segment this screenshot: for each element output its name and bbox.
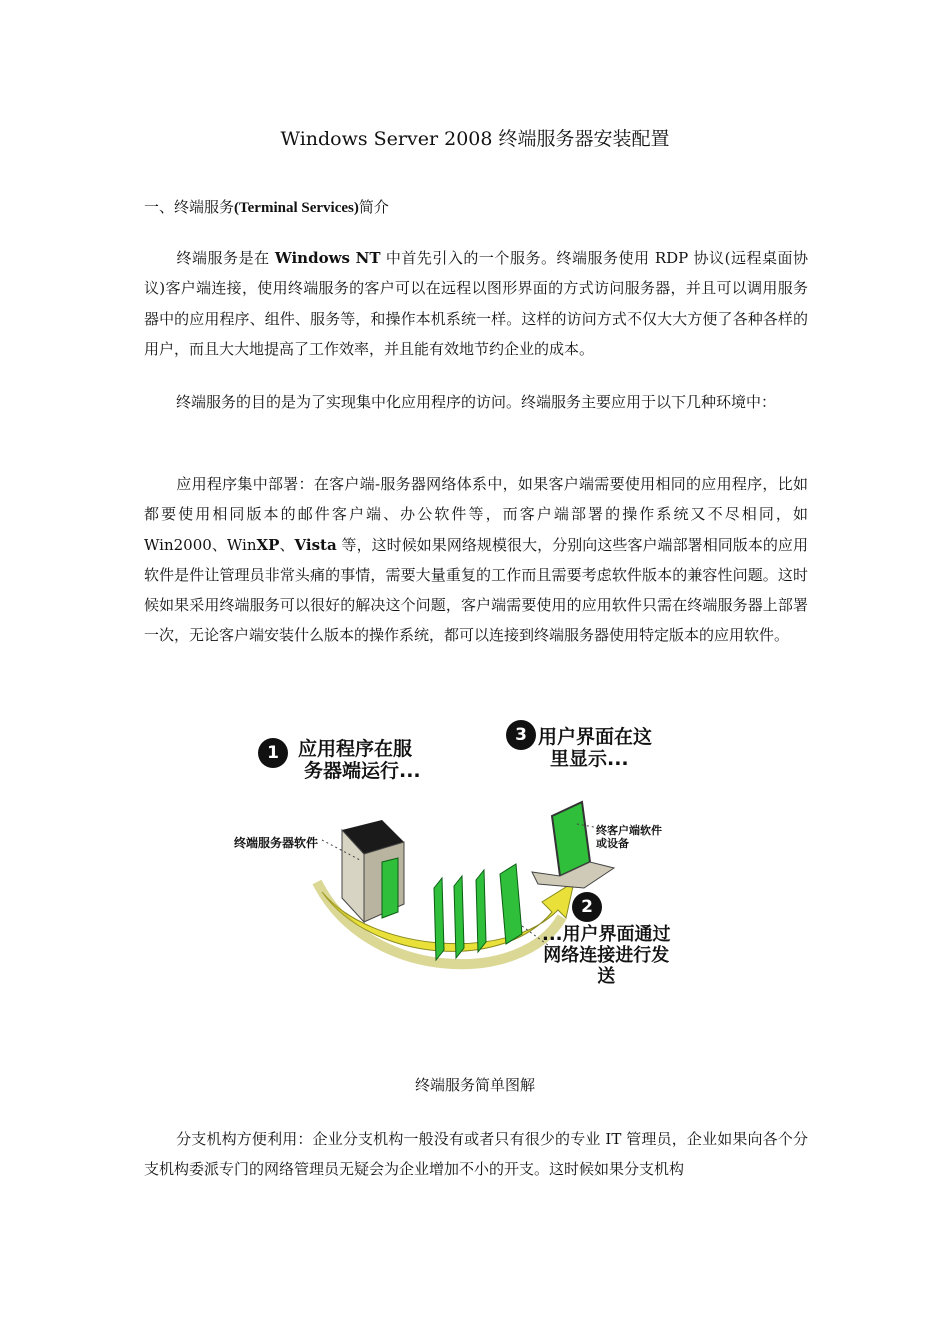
figure-caption: 终端服务简单图解 <box>414 1076 535 1094</box>
step-3-line-1: 用户界面在这 <box>538 726 653 748</box>
p3-bold-vista: Vista <box>294 535 337 554</box>
paragraph-deployment <box>144 469 808 651</box>
p5-text: 分支机构方便利用：企业分支机构一般没有或者只有很少的专业 IT 管理员，企业如果向各个分支机构委派专门的网络管理员无疑会为企业增加不小的开支。这时候如果分支机构 <box>144 1130 808 1179</box>
step-2-line-3: 送 <box>597 966 616 987</box>
step-1-line-2: 务器端运行... <box>304 760 421 782</box>
client-software-label <box>596 824 662 850</box>
terminal-services-diagram <box>222 712 702 1002</box>
client-line-2: 或设备 <box>596 837 629 850</box>
p3-text-c: 、 <box>279 535 295 554</box>
p1-text-a: 终端服务是在 <box>176 249 275 267</box>
step-2-label <box>542 924 671 987</box>
step-2-line-2: 网络连接进行发 <box>543 945 670 966</box>
step-1-label <box>298 738 421 782</box>
p3-text-e: 等，这时候如果网络规模很大，分别向这些客户端部署相同版本的应用软件是件让管理员非常头痛的事情，需要大量重复的工作而且需要考虑软件版本的兼容性问题。这时候如果采用终端服务可以很好的解决这个问题，客户端需要使用的应用软件只需在终端服务器上部署一次，无论客户端安装什么版本的操作系统，都可以连接到终端服务器使用特定版本的应用软件。 <box>144 535 808 645</box>
paragraph-purpose <box>144 387 808 417</box>
p1-bold: Windows NT <box>274 249 381 267</box>
step-3-badge: 3 <box>506 720 536 750</box>
p3-bold-xp: XP <box>256 535 280 554</box>
step-3-line-2: 里显示... <box>550 748 629 770</box>
heading-suffix: 简介 <box>358 198 389 216</box>
p2-text: 终端服务的目的是为了实现集中化应用程序的访问。终端服务主要应用于以下几种环境中： <box>176 393 777 411</box>
p1-text-c: 中首先引入的一个服务。终端服务使用 RDP 协议(远程桌面协议)客户端连接，使用终端服务的客户可以在远程以图形界面的方式访问服务器，并且可以调用服务器中的应用程序、组件、服务等，和操作本机系统一样。这样的访问方式不仅大大方便了各种各样的用户，而且大大地提高了工作效率，并且能有效地节约企业的成本。 <box>144 249 808 358</box>
p3-text-a: 应用程序集中部署：在客户端-服务器网络体系中，如果客户端需要使用相同的应用程序，比如都要使用相同版本的邮件客户端、办公软件等，而客户端部署的操作系统又不尽相同，如 Win2000、Win <box>144 475 808 554</box>
heading-prefix: 一、终端服务 <box>144 198 235 216</box>
section-heading <box>144 196 389 217</box>
step-2-line-1: ...用户界面通过 <box>542 924 671 945</box>
step-3-label <box>538 726 652 770</box>
step-2-badge: 2 <box>572 892 602 922</box>
server-software-label: 终端服务器软件 <box>234 836 319 850</box>
paragraph-intro <box>144 243 808 364</box>
server-icon <box>342 820 404 922</box>
paragraph-branch <box>144 1124 808 1185</box>
step-1-badge: 1 <box>258 738 288 768</box>
heading-bold: (Terminal Services) <box>234 200 359 216</box>
client-line-1: 终客户端软件 <box>596 824 662 837</box>
step-1-line-1: 应用程序在服 <box>298 738 413 760</box>
document-title: Windows Server 2008 终端服务器安装配置 <box>280 128 670 150</box>
